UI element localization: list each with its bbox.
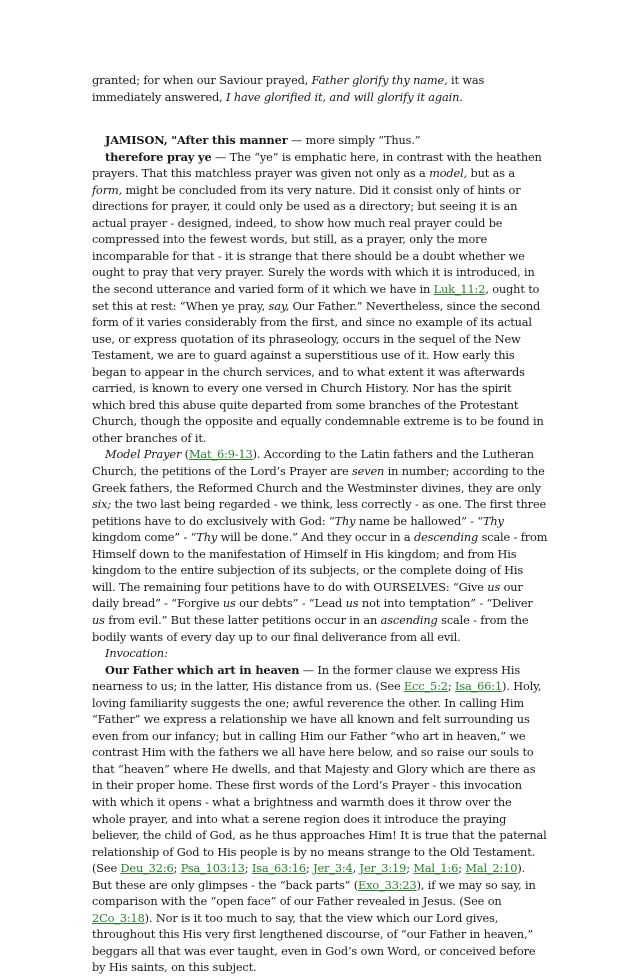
scripture-link-jer-3-4[interactable]: Jer_3:4 (313, 861, 353, 876)
text: ( (181, 447, 189, 462)
text: but as a (467, 166, 515, 181)
scripture-link-mat-6-9-13[interactable]: Mat_6:9-13 (188, 447, 253, 462)
text: , (352, 861, 360, 876)
italic-quote: Father glorify thy name, (311, 73, 448, 87)
italic-word: us (487, 579, 501, 594)
commentary-source-heading: JAMISON, "After this manner (105, 133, 288, 148)
scripture-link-exo-33-23[interactable]: Exo_33:23 (358, 877, 417, 892)
text: ; (406, 861, 414, 876)
text: our daily bread” - “Forgive (92, 579, 523, 611)
text: — In the former clause we express His nearness to us; in the latter, His distance from us. (See (92, 662, 520, 694)
text: in number; according to the Greek fathers, the Reformed Church and the Westminster divines, they are only (92, 464, 545, 495)
italic-word: seven (352, 464, 385, 479)
text: ; (458, 861, 466, 876)
text: ). But these are only glimpses - the “back parts” ( (92, 861, 526, 892)
text: ). Nor is it too much to say, that the view which our Lord gives, throughout this His very first lengthened discourse, of “our Father in heaven,” beggars all that was ever taught, even in God’s own Word, or conceived before by His saints, on this subject. (92, 910, 536, 975)
italic-word: descending (413, 530, 479, 545)
italic-word: us (92, 612, 105, 627)
text: ). According to the Latin fathers and the Lutheran Church, the petitions of the Lord’s Prayer are (92, 447, 534, 479)
italic-word: us (222, 596, 236, 611)
text: — The “ye” is emphatic here, in contrast with the heathen prayers. That this matchless prayer was given not only as a (92, 149, 542, 181)
paragraph-continuation (92, 72, 548, 105)
text: Our Father.” Nevertheless, since the second form of it varies considerably from the first, and since no example of its actual use, or express quotation of its phraseology, occurs in the sequel of the New Testament, we are to guard against a superstitious use of it. How early this began to appear in the church services, and to what extent it was afterwards carried, is known to every one versed in Church History. Nor has the spirit which bred this abuse quite departed from some branches of the Protestant Church, though the opposite and equally condemnable extreme is to be found in other branches of it. (92, 298, 544, 445)
text: will be done.” And they occur in a (217, 530, 414, 545)
text: ). Holy, loving familiarity suggests the one; awful reverence the other. In calling Him “Father” we express a relationship we have all known and felt surrounding us even from our infancy; but in calling Him our Father “who art in heaven,” we contrast Him with the fathers we all have here below, and so raise our souls to that “heaven” where He dwells, and that Majesty and Glory which are there as in their proper home. These first words of the Lord’s Prayer - this invocation with which it opens - what a brightness and warmth does it throw over the whole prayer, and into what a serene region does it introduce the praying believer, the child of God, as he thus approaches Him! It is true that the paternal relationship of God to His people is by no means strange to the Old Testament. (See (92, 679, 547, 876)
italic-word: ascending (380, 612, 438, 627)
italic-subheading: Invocation: (105, 646, 168, 661)
document-page (92, 72, 548, 976)
paragraph-therefore-pray-ye (92, 149, 548, 447)
paragraph-our-father (92, 662, 548, 976)
text: it was immediately answered, (92, 73, 485, 104)
italic-word: Thy (196, 530, 218, 545)
text: not into temptation” - “Deliver (358, 596, 533, 611)
text: kingdom come” - “ (92, 530, 197, 545)
text: ), if we may so say, in comparison with the “open face” of our Father revealed in Jesus. (See on (92, 877, 536, 909)
scripture-link-deu-32-6[interactable]: Deu_32:6 (120, 861, 174, 876)
text: , ought to set this at rest: “When ye pray, (92, 282, 540, 313)
text: ; (244, 861, 252, 876)
italic-word: Thy (482, 513, 504, 528)
text: ; (447, 679, 456, 694)
commentary-heading (92, 132, 548, 149)
italic-word: Thy (334, 513, 356, 528)
italic-subheading: Model Prayer (105, 447, 182, 462)
scripture-link-2co-3-18[interactable]: 2Co_3:18 (92, 910, 145, 925)
italic-word: form, (92, 182, 123, 197)
text: ; (173, 861, 181, 876)
scripture-link-mal-1-6[interactable]: Mal_1:6 (413, 861, 459, 876)
bold-lemma: therefore pray ye (105, 149, 212, 164)
italic-word: six; (92, 497, 112, 512)
scripture-link-isa-63-16[interactable]: Isa_63:16 (251, 861, 306, 876)
scripture-link-psa-103-13[interactable]: Psa_103:13 (180, 861, 245, 876)
text: ; (305, 861, 314, 876)
text: might be concluded from its very nature. Did it consist only of hints or directions for prayer, it could only be used as a directory; but seeing it is an actual prayer - designed, indeed, to show how much real prayer could be compressed into the fewest words, but still, as a prayer, only the more incomparable for that - it is strange that there should be a doubt whether we ought to pray that very prayer. Surely the words with which it is introduced, in the second utterance and varied form of it which we have in (92, 182, 535, 297)
scripture-link-jer-3-19[interactable]: Jer_3:19 (359, 861, 407, 876)
text: from evil.” But these latter petitions occur in an (104, 612, 381, 627)
text: scale - from the bodily wants of every day up to our final deliverance from all evil. (92, 612, 529, 644)
bold-lemma: Our Father which art in heaven (105, 662, 300, 677)
text: our debts” - “Lead (235, 596, 346, 611)
italic-word: us (345, 596, 359, 611)
text: granted; for when our Saviour prayed, (92, 73, 312, 87)
text: name be hallowed” - “ (355, 513, 483, 528)
paragraph-model-prayer (92, 446, 548, 645)
text: the two last being regarded - we think, less correctly - as one. The first three petitions have to do exclusively with God: “ (92, 497, 547, 528)
scripture-link-luk-11-2[interactable]: Luk_11:2 (433, 282, 486, 297)
paragraph-invocation (92, 645, 548, 662)
scripture-link-isa-66-1[interactable]: Isa_66:1 (455, 679, 503, 694)
italic-word: say, (268, 298, 290, 313)
text: — more simply “Thus.” (287, 133, 421, 148)
paragraph-spacer (92, 105, 548, 132)
scripture-link-ecc-5-2[interactable]: Ecc_5:2 (404, 679, 448, 694)
italic-quote: I have glorified it, and will glorify it again. (226, 89, 463, 104)
italic-word: model, (429, 166, 468, 181)
text: scale - from Himself down to the manifestation of Himself in His kingdom; and from His kingdom to the entire subjection of its subjects, or the complete doing of His will. The remaining four petitions have to do with OURSELVES: “Give (92, 530, 548, 594)
scripture-link-mal-2-10[interactable]: Mal_2:10 (465, 861, 518, 876)
